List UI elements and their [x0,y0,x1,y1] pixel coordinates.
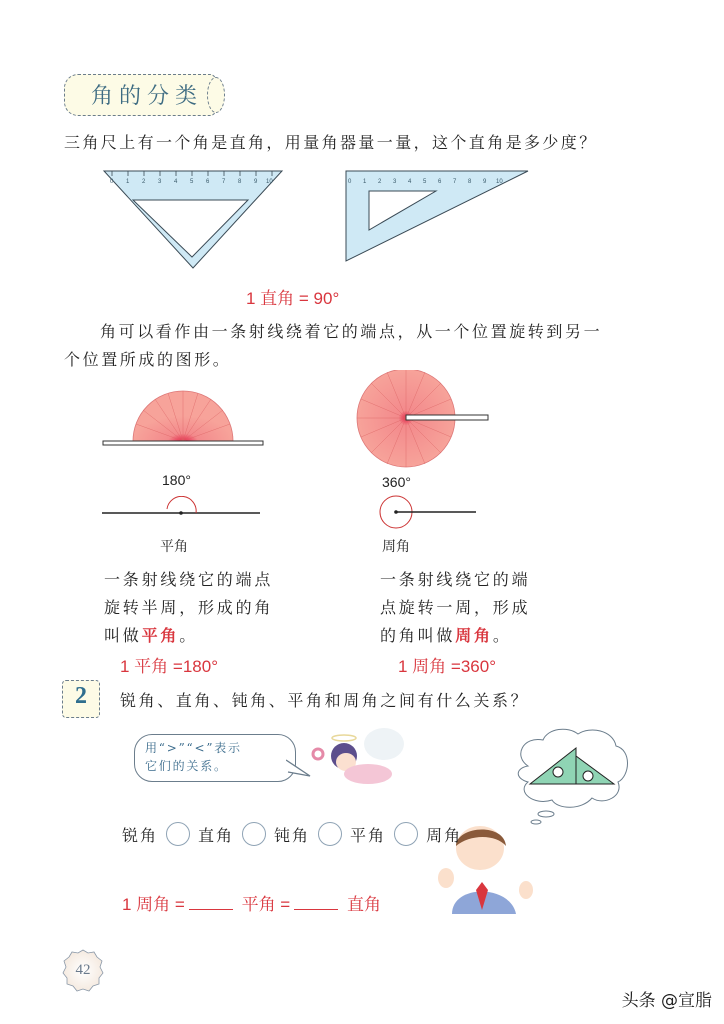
svg-text:5: 5 [423,179,427,185]
angel-character-illustration [306,726,406,796]
straight-angle-equation: 1 平角 =180° [120,657,218,676]
definition-line-1: 角可以看作由一条射线绕着它的端点，从一个位置旋转到另一 [100,322,603,341]
desc-line: 的角叫做 [380,626,456,645]
scroll-roll-decoration [207,77,225,113]
svg-text:10: 10 [266,179,273,185]
comparison-row [122,822,462,846]
svg-text:3: 3 [393,179,397,185]
desc-line: 旋转半周，形成的角 [104,598,274,617]
svg-text:9: 9 [483,179,487,185]
svg-text:1: 1 [363,179,367,185]
angle-straight-label: 平角 [350,825,387,845]
desc-line: 一条射线绕它的端点 [104,570,274,589]
watermark: 头条 @宣脂 [621,991,712,1011]
fill-text-3: 直角 [346,895,381,914]
full-fan-illustration [354,370,494,472]
section-title-tag [64,74,216,116]
full-angle-degree: 360° [382,474,411,490]
svg-text:8: 8 [238,179,242,185]
compare-blank-4[interactable] [394,822,418,846]
fill-text-2: 平角 = [241,895,291,914]
fill-blank-1[interactable] [189,895,233,910]
straight-angle-name: 平角 [160,539,188,555]
straight-angle-degree: 180° [162,472,191,488]
svg-text:4: 4 [408,179,412,185]
compare-blank-2[interactable] [242,822,266,846]
svg-text:7: 7 [222,179,226,185]
svg-text:2: 2 [378,179,382,185]
svg-text:7: 7 [453,179,457,185]
section-title: 角的分类 [91,84,204,109]
straight-angle-description [104,566,273,650]
svg-text:5: 5 [190,179,194,185]
hint-line: 它们的关系。 [145,759,228,773]
set-square-30-60-icon [344,168,532,264]
desc-line: 叫做 [104,626,142,645]
desc-line: 点旋转一周，形成 [380,598,531,617]
svg-text:4: 4 [174,179,178,185]
svg-text:3: 3 [158,179,162,185]
set-square-45-icon [100,168,286,272]
definition-line-2: 个位置所成的图形。 [64,350,232,369]
right-angle-equation: 1 直角 = 90° [246,289,340,308]
full-angle-name: 周角 [382,539,410,555]
angle-full-label: 周角 [426,825,463,845]
term-full-angle: 周角 [455,626,493,645]
full-angle-diagram [376,494,478,530]
half-fan-illustration [100,388,266,448]
page-number: 42 [75,962,91,978]
svg-text:0: 0 [110,179,114,185]
svg-text:10: 10 [496,179,503,185]
svg-text:9: 9 [254,179,258,185]
svg-text:6: 6 [206,179,210,185]
svg-text:8: 8 [468,179,472,185]
fill-blank-equation [122,890,381,915]
fill-blank-2[interactable] [294,895,338,910]
straight-angle-diagram [100,496,262,520]
full-angle-description [380,566,530,650]
full-angle-equation: 1 周角 =360° [398,657,496,676]
compare-blank-3[interactable] [318,822,342,846]
thought-cloud-illustration [508,726,632,826]
svg-text:2: 2 [142,179,146,185]
compare-blank-1[interactable] [166,822,190,846]
hint-speech-bubble [134,734,296,782]
svg-text:6: 6 [438,179,442,185]
angle-definition [64,318,644,374]
question-2-text: 锐角、直角、钝角、平角和周角之间有什么关系？ [120,691,530,710]
desc-line: 一条射线绕它的端 [380,570,531,589]
fill-text-1: 1 周角 = [122,895,185,914]
question-1-text: 三角尺上有一个角是直角，用量角器量一量，这个直角是多少度？ [64,133,598,152]
svg-text:0: 0 [348,179,352,185]
desc-punct: 。 [179,626,199,645]
angle-right-label: 直角 [198,825,235,845]
page-number-badge [62,948,104,994]
question-number-badge [62,680,100,718]
angle-obtuse-label: 钝角 [274,825,311,845]
question-number: 2 [75,683,87,709]
desc-punct: 。 [492,626,512,645]
angle-acute-label: 锐角 [122,825,159,845]
term-straight-angle: 平角 [141,626,180,645]
hint-line: 用“>”“<”表示 [145,741,242,755]
svg-text:1: 1 [126,179,130,185]
